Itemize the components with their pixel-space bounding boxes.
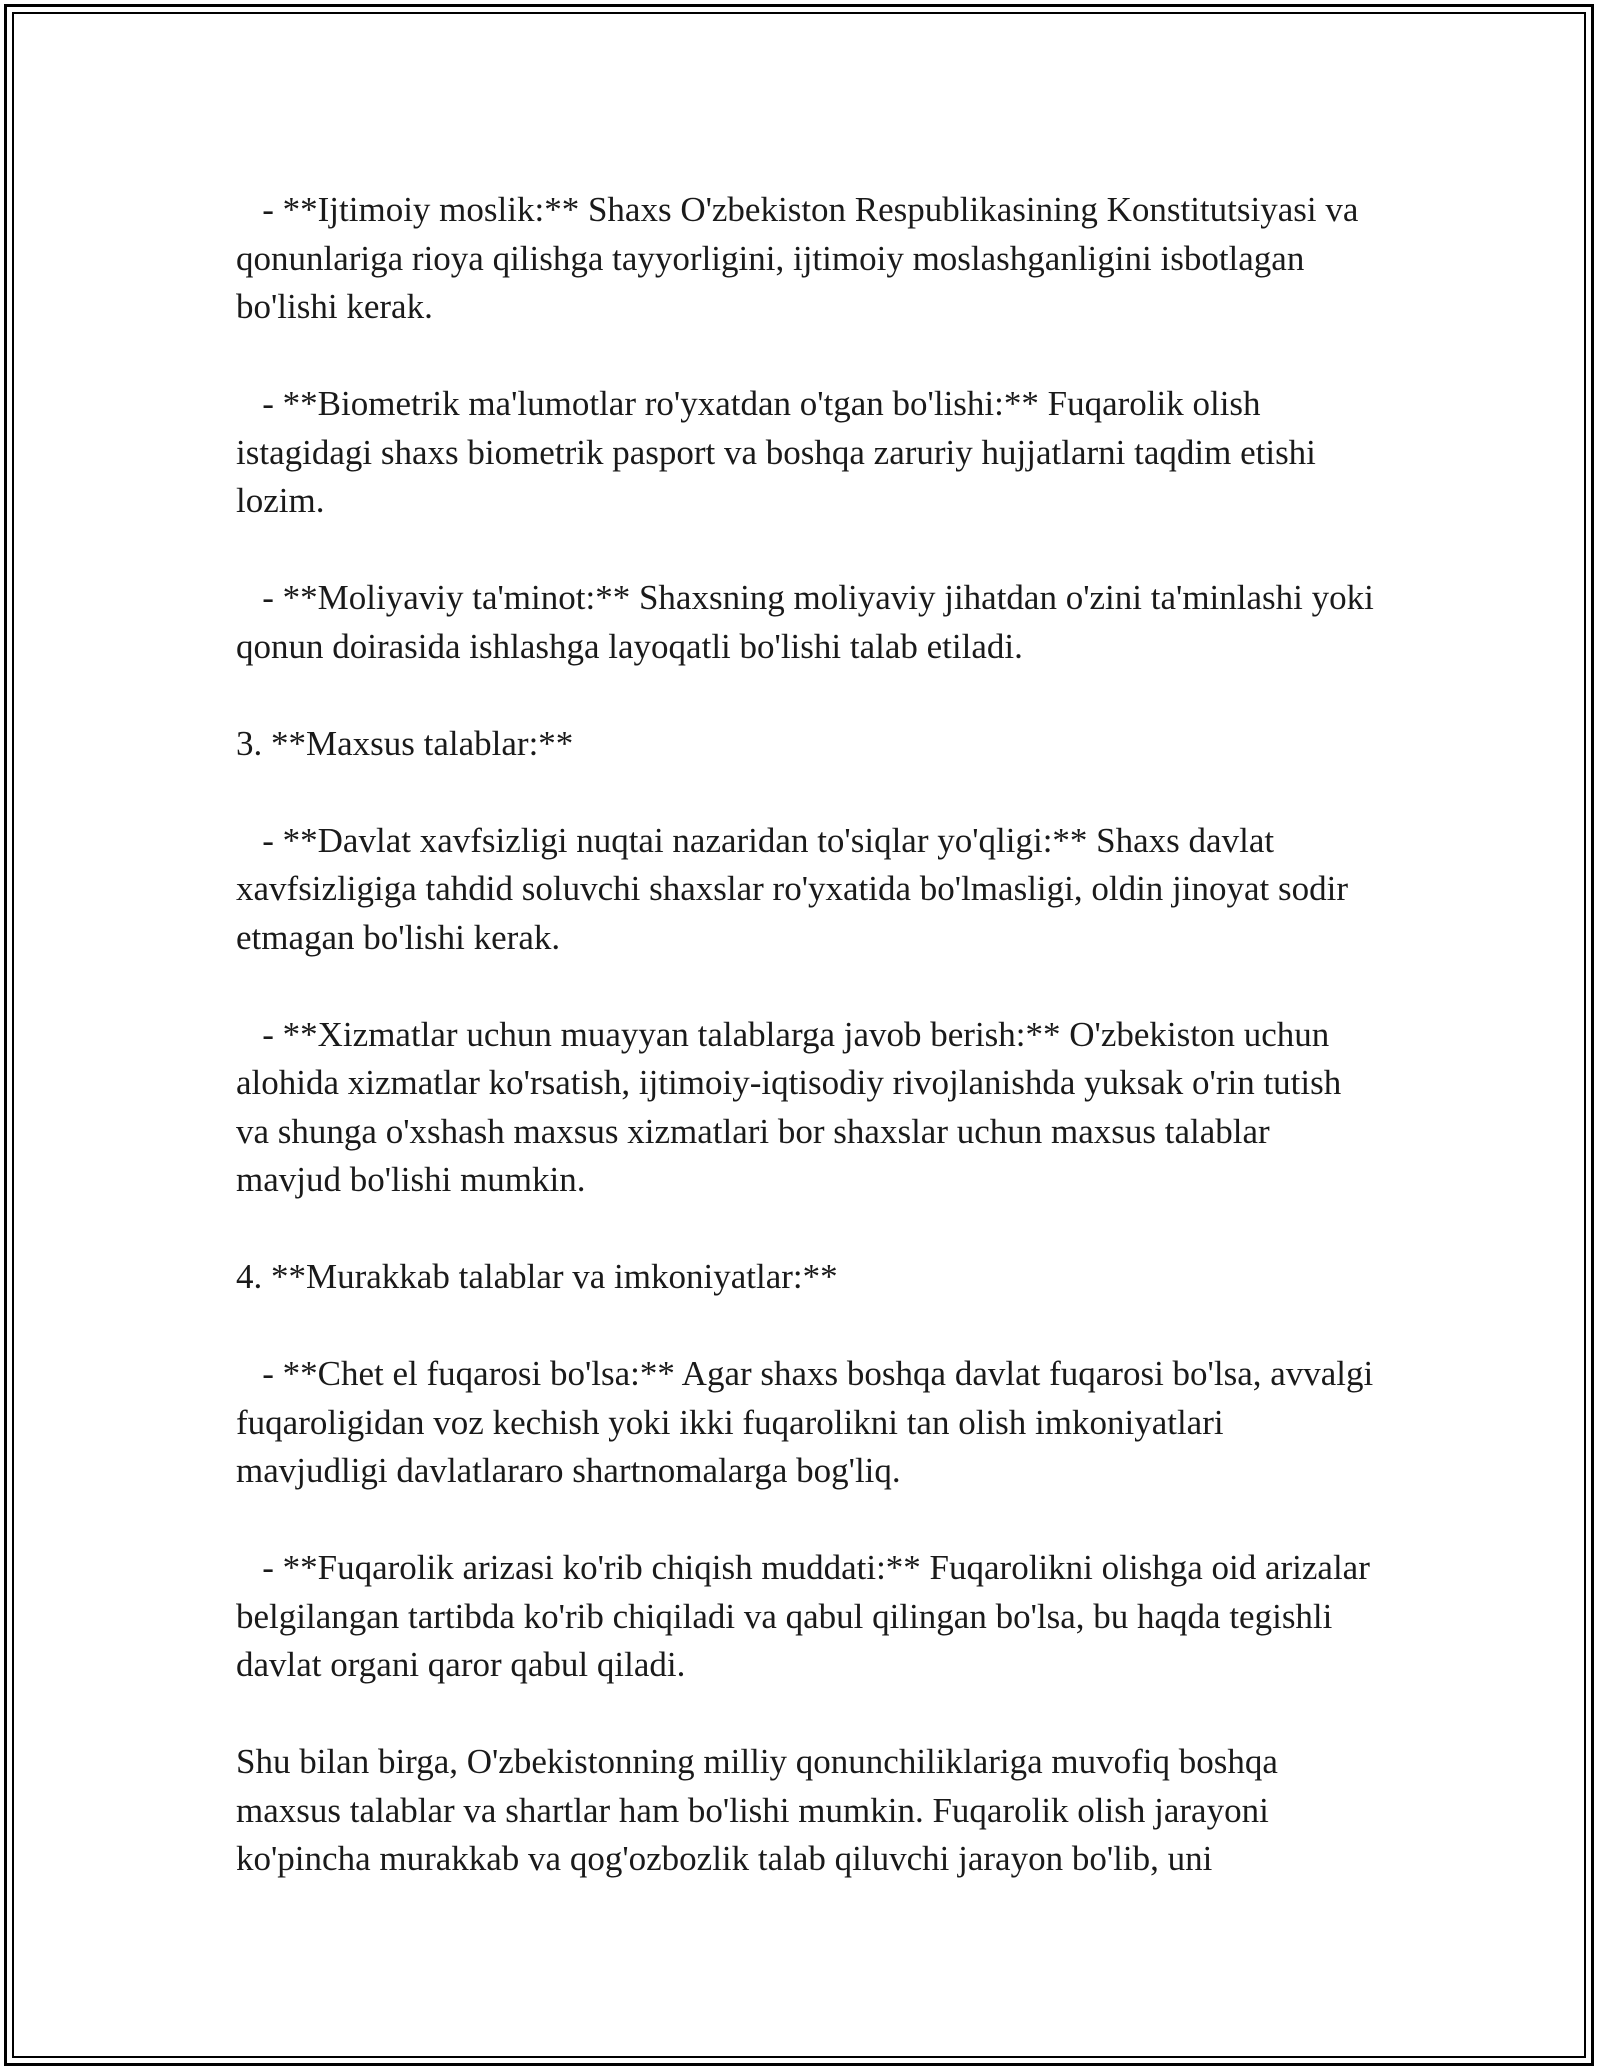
paragraph-application-review: - **Fuqarolik arizasi ko'rib chiqish muddati:** Fuqarolikni olishga oid arizalar belgilangan tartibda ko'rib chiqiladi va qabul qilingan bo'lsa, bu haqda tegishli davlat organi qaror qabul qiladi. xyxy=(236,1548,1379,1684)
paragraph-service-requirements: - **Xizmatlar uchun muayyan talablarga javob berish:** O'zbekiston uchun alohida xizmatlar ko'rsatish, ijtimoiy-iqtisodiy rivojlanishda yuksak o'rin tutish va shunga o'xshash maxsus xizmatlari bor shaxslar uchun maxsus talablar mavjud bo'lishi mumkin. xyxy=(236,1014,1351,1199)
heading-special-requirements: 3. **Maxsus talablar:** xyxy=(236,723,574,763)
paragraph-social-adaptation: - **Ijtimoiy moslik:** Shaxs O'zbekiston Respublikasining Konstitutsiyasi va qonunlariga rioya qilishga tayyorligini, ijtimoiy moslashganligini isbotlagan bo'lishi kerak. xyxy=(236,190,1368,326)
paragraph-financial-support: - **Moliyaviy ta'minot:** Shaxsning moliyaviy jihatdan o'zini ta'minlashi yoki qonun doirasida ishlashga layoqatli bo'lishi talab etiladi. xyxy=(236,578,1383,666)
paragraph-biometric-data: - **Biometrik ma'lumotlar ro'yxatdan o'tgan bo'lishi:** Fuqarolik olish istagidagi shaxs biometrik pasport va boshqa zaruriy hujjatlarni taqdim etishi lozim. xyxy=(236,384,1325,520)
paragraph-conclusion: Shu bilan birga, O'zbekistonning milliy qonunchiliklariga muvofiq boshqa maxsus talablar va shartlar ham bo'lishi mumkin. Fuqarolik olish jarayoni ko'pincha murakkab va qog'ozbozlik talab qiluvchi jarayon bo'lib, uni xyxy=(236,1742,1287,1878)
document-body xyxy=(236,186,1383,1884)
paragraph-state-security: - **Davlat xavfsizligi nuqtai nazaridan to'siqlar yo'qligi:** Shaxs davlat xavfsizligiga tahdid soluvchi shaxslar ro'yxatida bo'lmasligi, oldin jinoyat sodir etmagan bo'lishi kerak. xyxy=(236,820,1357,957)
heading-complex-requirements: 4. **Murakkab talablar va imkoniyatlar:** xyxy=(236,1257,838,1296)
paragraph-foreign-citizen: - **Chet el fuqarosi bo'lsa:** Agar shaxs boshqa davlat fuqarosi bo'lsa, avvalgi fuqaroligidan voz kechish yoki ikki fuqarolikni tan olish imkoniyatlari mavjudligi davlatlararo shartnomalarga bog'liq. xyxy=(236,1354,1382,1490)
